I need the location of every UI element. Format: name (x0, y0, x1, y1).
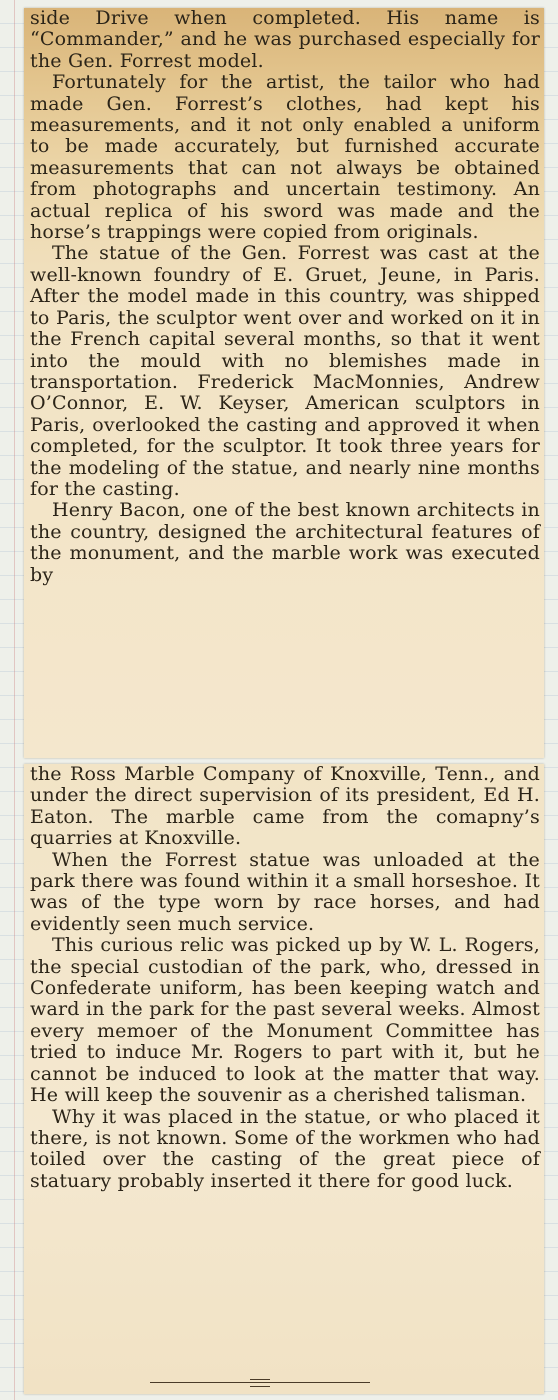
paragraph: Henry Bacon, one of the best known architects in the country, designed the architectural features of the monument, and the marble work was executed by (30, 499, 540, 586)
paragraph: The statue of the Gen. Forrest was cast at the well-known foundry of E. Gruet, Jeune, in Paris. After the model made in this country, was shipped to Paris, the sculptor went over and worked on it in the French capital several months, so that it went into the mould with no blemishes made in transportation. Frederick MacMonnies, Andrew O’Connor, E. W. Keyser, American sculptors in Paris, overlooked the casting and approved it when completed, for the sculptor. It took three years for the modeling of the statue, and nearly nine months for the casting. (30, 242, 540, 500)
paragraph: the Ross Marble Company of Knoxville, Tenn., and under the direct supervision of its president, Ed H. Eaton. The marble came from the comapny’s quarries at Knoxville. (30, 763, 540, 850)
article-column-upper (30, 8, 540, 586)
paragraph: This curious relic was picked up by W. L. Rogers, the special custodian of the park, who, dressed in Confederate uniform, has been keeping watch and ward in the park for the past several weeks. Almost every memoer of the Monument Committee has tried to induce Mr. Rogers to part with it, but he cannot be induced to look at the matter that way. He will keep the souvenir as a cherished talisman. (30, 934, 540, 1107)
paragraph: When the Forrest statue was unloaded at the park there was found within it a small horseshoe. It was of the type worn by race horses, and had evidently seen much service. (30, 848, 540, 935)
paragraph: Why it was placed in the statue, or who placed it there, is not known. Some of the workmen who had toiled over the casting of the great piece of statuary probably inserted it there for good luck. (30, 1105, 540, 1192)
margin-line (14, 0, 15, 1400)
clipping-lower (24, 764, 544, 1394)
article-column-lower (30, 764, 540, 1192)
end-rule (150, 1382, 370, 1383)
paragraph: side Drive when completed. His name is “Commander,” and he was purchased especially for the Gen. Forrest model. (30, 7, 540, 72)
clipping-upper (24, 8, 544, 758)
paragraph: Fortunately for the artist, the tailor who had made Gen. Forrest’s clothes, had kept his measurements, and it not only enabled a uniform to be made accurately, but furnished accurate measurements that can not always be obtained from photographs and uncertain testimony. An actual replica of his sword was made and the horse’s trappings were copied from originals. (30, 71, 540, 244)
